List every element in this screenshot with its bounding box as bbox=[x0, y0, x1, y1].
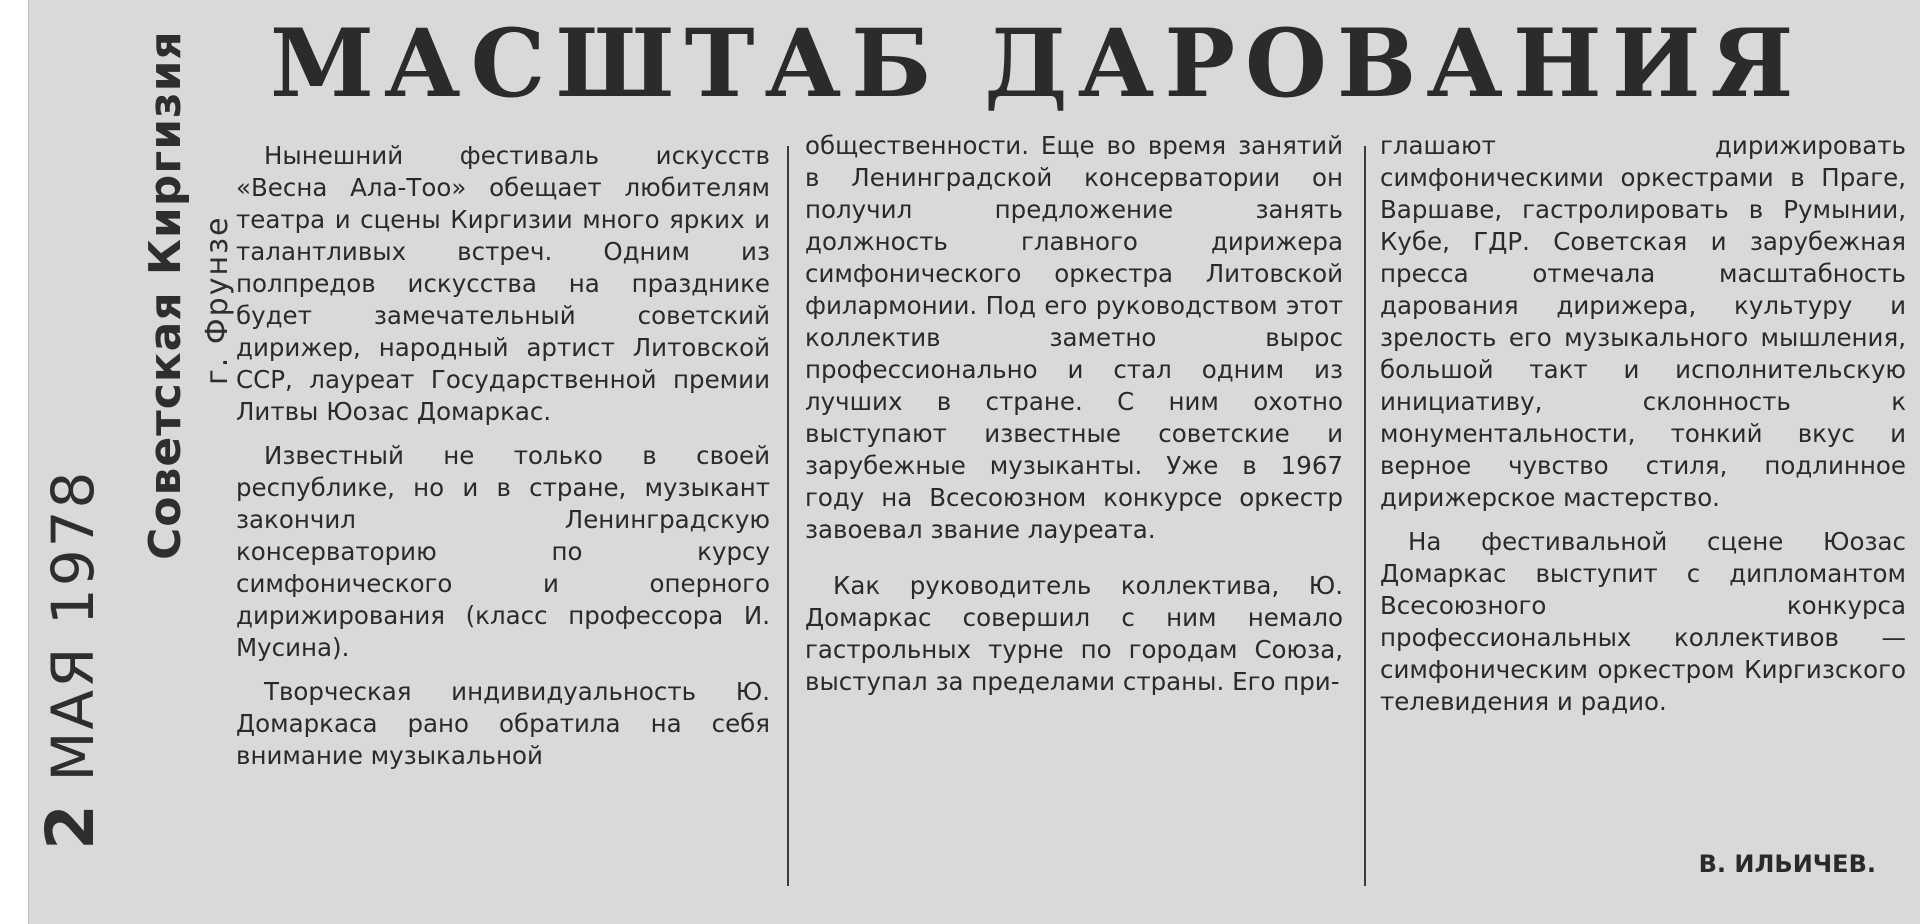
column-divider bbox=[1364, 146, 1366, 886]
paragraph: Творческая индивидуальность Ю. Домаркаса рано обратила на себя внимание музыкальной bbox=[236, 677, 770, 770]
paragraph: глашают дирижировать симфоническими оркестрами в Праге, Варшаве, гастролировать в Румынии, Кубе, ГДР. Советская и зарубежная пресса отмечала масштабность дарования дирижера, культуру и зрелость его музыкального мышления, большой такт и исполнительскую инициативу, склонность к монументальности, тонкий вкус и верное чувство стиля, подлинное дирижерское мастерство. bbox=[1380, 131, 1906, 512]
article-column-3 bbox=[1380, 130, 1906, 718]
newspaper-name-stamp: Советская Киргизия bbox=[140, 30, 191, 560]
paragraph: Известный не только в своей республике, но и в стране, музыкант закончил Ленинградскую консерваторию по курсу симфонического и оперного дирижирования (класс профессора И. Мусина). bbox=[236, 441, 770, 662]
paragraph: На фестивальной сцене Юозас Домаркас выступит с дипломантом Всесоюзного конкурса профессиональных коллективов — симфоническим оркестром Киргизского телевидения и радио. bbox=[1380, 527, 1906, 716]
paragraph: Как руководитель коллектива, Ю. Домаркас совершил с ним немало гастрольных турне по городам Союза, выступал за пределами страны. Его при- bbox=[805, 571, 1343, 696]
date-stamp bbox=[32, 470, 109, 850]
article-column-1 bbox=[236, 140, 770, 772]
paragraph: общественности. Еще во время занятий в Ленинградской консерватории он получил предложение занять должность главного дирижера симфонического оркестра Литовской филармонии. Под его руководством этот коллектив заметно вырос профессионально и стал одним из лучших в стране. С ним охотно выступают известные советские и зарубежные музыканты. Уже в 1967 году на Всесоюзном конкурсе оркестр завоевал звание лауреата. bbox=[805, 131, 1343, 544]
article-title: МАСШТАБ ДАРОВАНИЯ bbox=[270, 9, 1804, 119]
city-stamp: г. Фрунзе bbox=[200, 215, 235, 385]
date-stamp-month-year: МАЯ 1978 bbox=[39, 469, 107, 782]
author-signature: В. ИЛЬИЧЕВ. bbox=[1698, 850, 1876, 878]
paragraph: Нынешний фестиваль искусств «Весна Ала-Тоо» обещает любителям театра и сцены Киргизии много ярких и талантливых встреч. Одним из полпредов искусства на празднике будет замечательный советский дирижер, народный артист Литовской ССР, лауреат Государственной премии Литвы Юозас Домаркас. bbox=[236, 141, 770, 426]
column-divider bbox=[787, 146, 789, 886]
article-column-2 bbox=[805, 130, 1343, 698]
date-stamp-day: 2 bbox=[32, 802, 109, 850]
